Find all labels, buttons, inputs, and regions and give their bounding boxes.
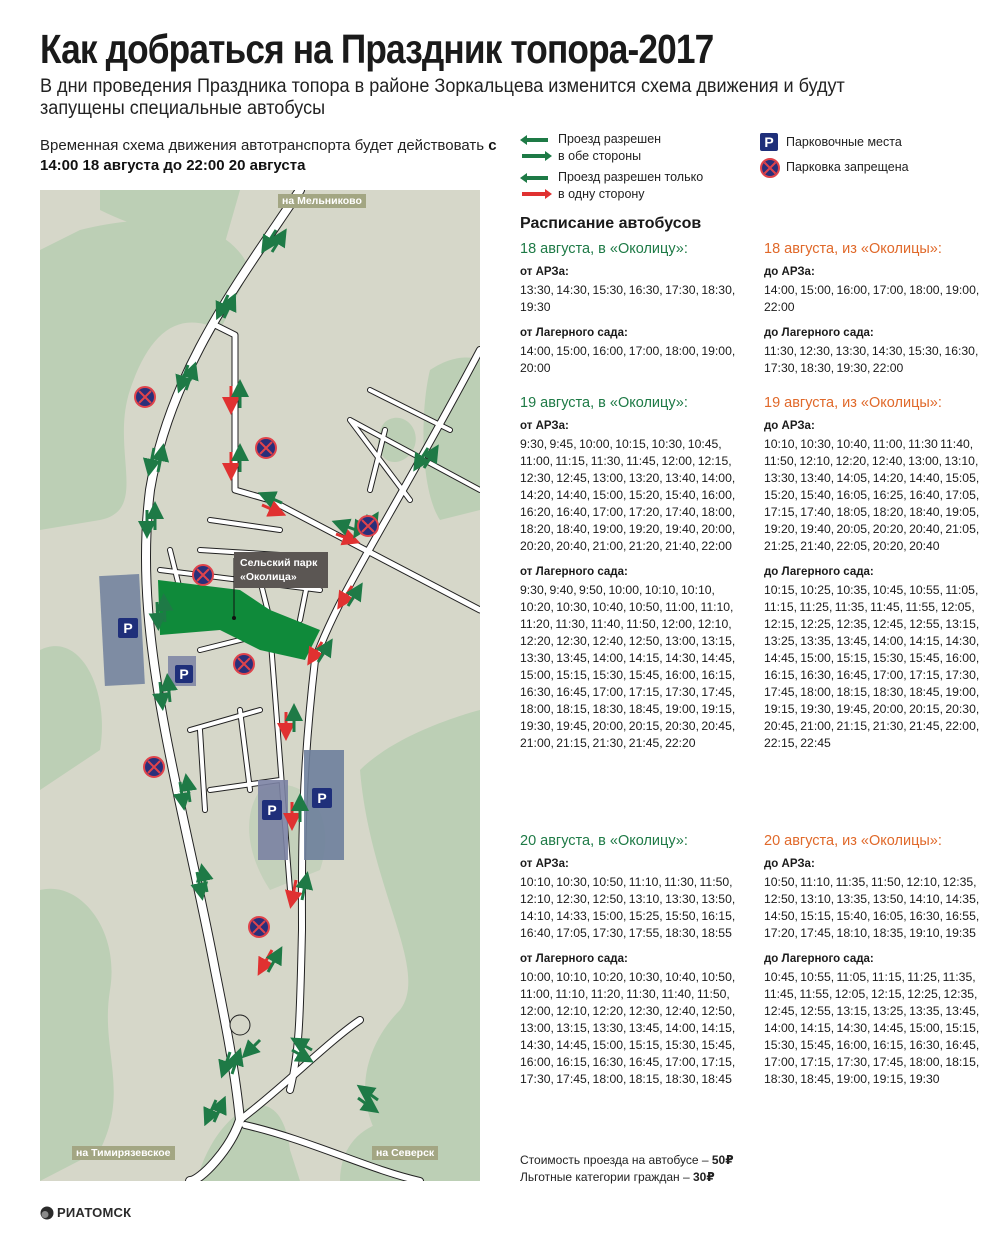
map-label-southeast: на Северск (372, 1146, 438, 1160)
stop-name: от АРЗа: (520, 266, 569, 278)
stop-name: до Лагерного сада: (764, 327, 874, 339)
times-list: 10:45, 10:55, 11:05, 11:15, 11:25, 11:35, 11:45, 11:55, 12:05, 12:15, 12:25, 12:35, 12:45, 12:55, 13:15, 13:25, 13:35, 13:45, 14:00, 14:15, 14:30, 14:45, 15:00, 15:15, 15:30, 15:45, 16:00, 16:15, 16:30, 16:45, 17:00, 17:15, 17:30, 17:45, 18:00, 18:15, 18:30, 18:45, 19:00, 19:15, 19:30 (764, 970, 980, 1086)
day-heading: 19 августа, из «Околицы»: (764, 395, 942, 411)
stop-name: от Лагерного сада: (520, 327, 628, 339)
times-list: 10:00, 10:10, 10:20, 10:30, 10:40, 10:50, 11:00, 11:10, 11:20, 11:30, 11:40, 11:50, 12:00, 12:10, 12:20, 12:30, 12:40, 12:50, 13:00, 13:15, 13:30, 13:45, 14:00, 14:15, 14:30, 14:45, 15:00, 15:15, 15:30, 15:45, 16:00, 16:15, 16:30, 16:45, 17:00, 17:15, 17:30, 17:45, 18:00, 18:15, 18:30, 18:45 (520, 970, 736, 1086)
times-list: 9:30, 9:45, 10:00, 10:15, 10:30, 10:45, 11:00, 11:15, 11:30, 11:45, 12:00, 12:15, 12:30, 12:45, 13:00, 13:20, 13:40, 14:00, 14:20, 14:40, 15:00, 15:20, 15:40, 16:00, 16:20, 16:40, 17:00, 17:20, 17:40, 18:00, 18:20, 18:40, 19:00, 19:20, 19:40, 20:00, 20:20, 20:40, 21:00, 21:20, 21:40, 22:00 (520, 437, 736, 553)
legend-one-way-line2: в одну сторону (558, 187, 645, 201)
roundabout (230, 1015, 250, 1035)
parking-icon: P (118, 618, 138, 638)
parking-icon: P (760, 133, 778, 151)
legend-parking (760, 133, 902, 151)
legend-two-way-line1: Проезд разрешен (558, 132, 662, 146)
times-list: 14:00, 15:00, 16:00, 17:00, 18:00, 19:00, 20:00 (520, 344, 736, 375)
map-canvas (40, 190, 480, 1181)
fare-discount-label: Льготные категории граждан – (520, 1170, 693, 1184)
stop-name: от Лагерного сада: (520, 953, 628, 965)
parking-icon: P (262, 800, 282, 820)
page-title: Как добраться на Праздник топора-2017 (40, 26, 714, 72)
logo-text: РИАТОМСК (57, 1205, 132, 1220)
fare-regular-value: 50₽ (711, 1153, 734, 1167)
logo-mark-icon (40, 1206, 54, 1220)
times-list: 10:15, 10:25, 10:35, 10:45, 10:55, 11:05, 11:15, 11:25, 11:35, 11:45, 11:55, 12:05, 12:15, 12:25, 12:35, 12:45, 12:55, 13:15, 13:25, 13:35, 13:45, 14:00, 14:15, 14:30, 14:45, 15:00, 15:15, 15:30, 15:45, 16:00, 16:15, 16:30, 16:45, 17:00, 17:15, 17:30, 17:45, 18:00, 18:15, 18:30, 18:45, 19:00, 19:15, 19:30, 19:45, 20:00, 20:15, 20:30, 20:45, 21:00, 21:15, 21:30, 21:45, 22:00, 22:15, 22:45 (764, 583, 980, 750)
schedule-aug18-to (520, 240, 745, 377)
stop-name: от АРЗа: (520, 420, 569, 432)
legend (518, 130, 978, 200)
schedule-aug20-to (520, 832, 745, 1088)
park-area (158, 580, 320, 660)
map-label-north: на Мельниково (278, 194, 366, 208)
parking-icon: P (312, 788, 332, 808)
two-way-arrows-icon (518, 130, 554, 166)
day-heading: 18 августа, в «Околицу»: (520, 241, 688, 257)
day-heading: 19 августа, в «Околицу»: (520, 395, 688, 411)
legend-parking-label: Парковочные места (786, 135, 902, 149)
fare-info (520, 1152, 734, 1186)
times-list: 10:10, 10:30, 10:50, 11:10, 11:30, 11:50, 12:10, 12:30, 12:50, 13:10, 13:30, 13:50, 14:10, 14:33, 15:00, 15:25, 15:50, 16:15, 16:40, 17:05, 17:30, 17:55, 18:30, 18:55 (520, 875, 736, 940)
ria-tomsk-logo (40, 1205, 131, 1220)
day-heading: 20 августа, в «Околицу»: (520, 833, 688, 849)
stop-name: от АРЗа: (520, 858, 569, 870)
times-list: 11:30, 12:30, 13:30, 14:30, 15:30, 16:30, 17:30, 18:30, 19:30, 22:00 (764, 344, 979, 375)
fare-discount (520, 1169, 734, 1186)
day-heading: 20 августа, из «Околицы»: (764, 833, 942, 849)
traffic-period-note (40, 136, 500, 176)
park-pointer-dot (232, 616, 236, 620)
traffic-map (40, 190, 480, 1181)
stop-name: до АРЗа: (764, 266, 815, 278)
legend-no-parking (760, 158, 909, 176)
stop-name: до АРЗа: (764, 420, 815, 432)
map-label-southwest: на Тимирязевское (72, 1146, 175, 1160)
stop-name: до АРЗа: (764, 858, 815, 870)
legend-no-parking-label: Парковка запрещена (786, 160, 909, 174)
stop-name: от Лагерного сада: (520, 566, 628, 578)
schedule-aug20-from (764, 832, 989, 1088)
stop-name: до Лагерного сада: (764, 953, 874, 965)
fare-regular (520, 1152, 734, 1169)
schedule-aug19-from (764, 394, 989, 752)
page-subtitle: В дни проведения Праздника топора в районе Зоркальцева изменится схема движения и будут запущены специальные автобусы (40, 76, 845, 119)
times-list: 14:00, 15:00, 16:00, 17:00, 18:00, 19:00, 22:00 (764, 283, 980, 314)
stop-name: до Лагерного сада: (764, 566, 874, 578)
one-way-arrows-icon (518, 168, 554, 204)
park-label: Сельский парк «Околица» (234, 552, 328, 588)
fare-discount-value: 30₽ (692, 1170, 715, 1184)
times-list: 13:30, 14:30, 15:30, 16:30, 17:30, 18:30, 19:30 (520, 283, 736, 314)
schedule-aug19-to (520, 394, 745, 752)
legend-two-way-line2: в обе стороны (558, 149, 642, 163)
period-dates: с 14:00 18 августа до 22:00 20 августа (40, 137, 497, 174)
times-list: 9:30, 9:40, 9:50, 10:00, 10:10, 10:10, 10:20, 10:30, 10:40, 10:50, 11:00, 11:10, 11:20, 11:30, 11:40, 11:50, 12:00, 12:10, 12:20, 12:30, 12:40, 12:50, 13:00, 13:15, 13:30, 13:45, 14:00, 14:15, 14:30, 14:45, 15:00, 15:15, 15:30, 15:45, 16:00, 16:15, 16:30, 16:45, 17:00, 17:15, 17:30, 17:45, 18:00, 18:15, 18:30, 18:45, 19:00, 19:15, 19:30, 19:45, 20:00, 20:15, 20:30, 20:45, 21:00, 21:15, 21:30, 21:45, 22:20 (520, 583, 736, 750)
legend-one-way (518, 168, 703, 204)
times-list: 10:10, 10:30, 10:40, 11:00, 11:30 11:40, 11:50, 12:10, 12:20, 12:40, 13:00, 13:10, 13:30, 13:40, 14:05, 14:20, 14:40, 15:05, 15:20, 15:40, 16:05, 16:25, 16:40, 17:05, 17:15, 17:40, 18:05, 18:20, 18:40, 19:05, 19:20, 19:40, 20:05, 20:20, 20:40, 21:05, 21:25, 21:40, 22:05, 20:20, 20:40 (764, 437, 980, 553)
schedule-aug18-from (764, 240, 989, 377)
legend-one-way-line1: Проезд разрешен только (558, 170, 704, 184)
no-parking-icon (760, 158, 778, 176)
parking-icon: P (175, 665, 193, 683)
period-prefix: Временная схема движения автотранспорта будет действовать (40, 137, 489, 154)
legend-two-way (518, 130, 661, 166)
times-list: 10:50, 11:10, 11:35, 11:50, 12:10, 12:35, 12:50, 13:10, 13:35, 13:50, 14:10, 14:35, 14:50, 15:15, 15:40, 16:05, 16:30, 16:55, 17:20, 17:45, 18:10, 18:35, 19:10, 19:35 (764, 875, 980, 940)
fare-regular-label: Стоимость проезда на автобусе – (520, 1153, 712, 1167)
day-heading: 18 августа, из «Околицы»: (764, 241, 942, 257)
schedule-title: Расписание автобусов (520, 215, 702, 232)
